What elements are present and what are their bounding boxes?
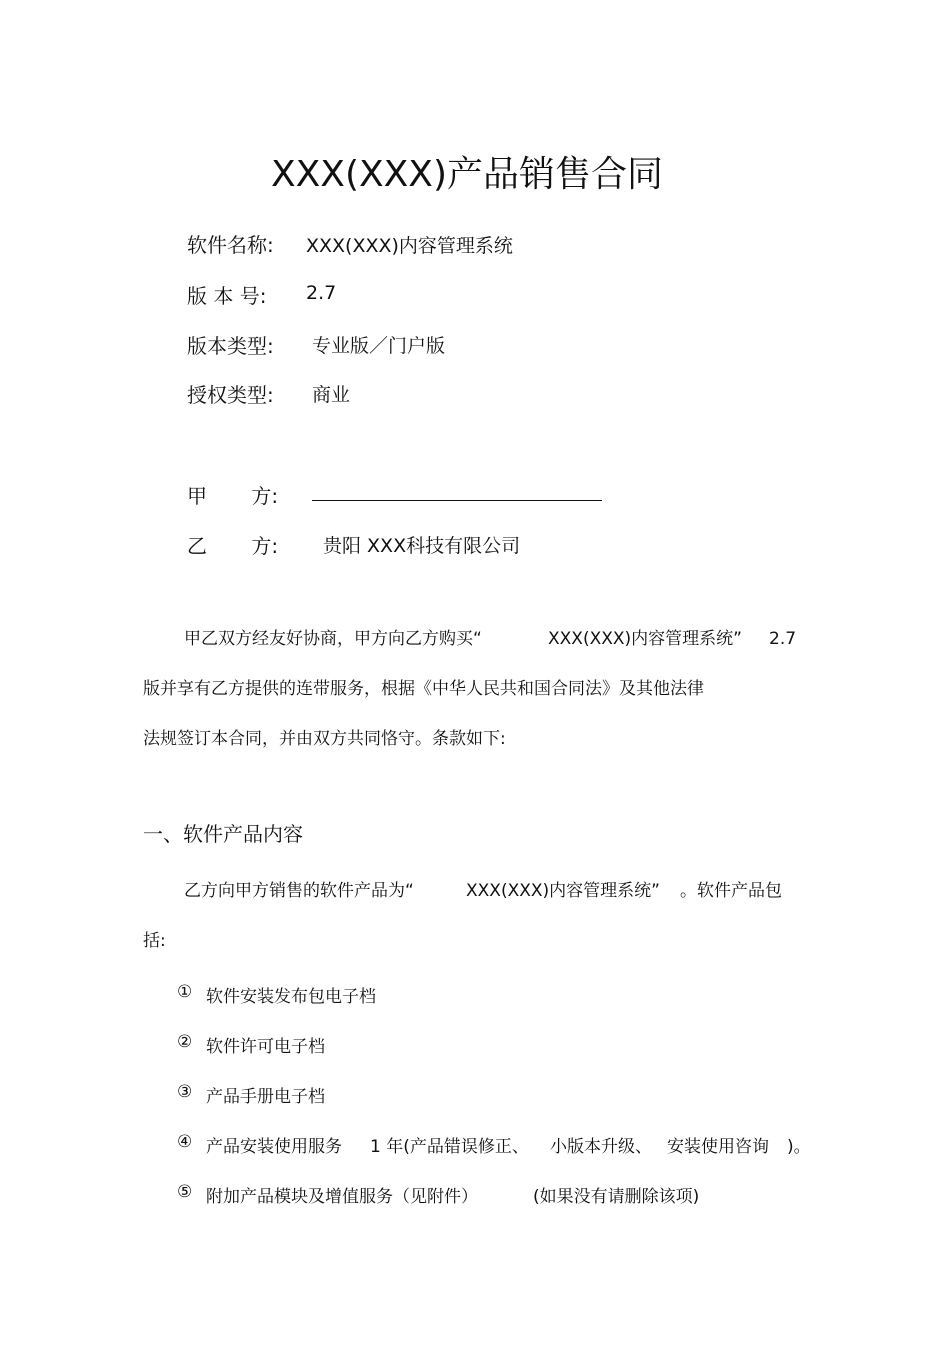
page-title: XXX(XXX)产品销售合同: [270, 154, 664, 195]
party-a-label: 甲 方:: [187, 484, 279, 508]
list-item-text: 附加产品模块及增值服务（见附件）: [206, 1187, 478, 1207]
list-item-text: 产品安装使用服务: [206, 1137, 342, 1157]
edition-label: 版本类型:: [187, 334, 274, 358]
list-item-number: ⑤: [177, 1182, 193, 1202]
list-item-text: 软件安装发布包电子档: [206, 987, 376, 1007]
list-item-number: ②: [177, 1032, 193, 1052]
intro-line2: 版并享有乙方提供的连带服务，根据《中华人民共和国合同法》及其他法律: [143, 679, 704, 699]
intro-line1-version: 2.7: [769, 629, 797, 649]
license-label: 授权类型:: [187, 383, 274, 407]
list-item-number: ③: [177, 1082, 193, 1102]
party-a-blank-line: [312, 500, 602, 501]
section-1-para-product: XXX(XXX)内容管理系统”: [466, 881, 660, 901]
section-1-heading: 一、软件产品内容: [143, 822, 303, 846]
list-item-number: ④: [177, 1132, 193, 1152]
intro-line1-product: XXX(XXX)内容管理系统”: [548, 629, 742, 649]
list-item-text-part: 1 年(产品错误修正、: [370, 1137, 529, 1157]
party-b-label: 乙 方:: [187, 534, 279, 558]
list-item-number: ①: [177, 982, 193, 1002]
list-item-text: 产品手册电子档: [206, 1087, 325, 1107]
party-b-value: 贵阳 XXX科技有限公司: [323, 535, 521, 557]
version-value: 2.7: [306, 282, 337, 304]
list-item-text-part: 小版本升级、: [550, 1137, 652, 1157]
software-name-label: 软件名称:: [187, 233, 274, 257]
list-item-text-part: (如果没有请删除该项): [533, 1187, 700, 1207]
software-name-value: XXX(XXX)内容管理系统: [306, 235, 513, 257]
section-1-para-end: 。软件产品包: [680, 881, 782, 901]
section-1-para-start: 乙方向甲方销售的软件产品为“: [184, 881, 414, 901]
intro-line3: 法规签订本合同，并由双方共同恪守。条款如下:: [143, 729, 506, 749]
list-item-text-part: )。: [787, 1137, 811, 1157]
license-value: 商业: [312, 384, 351, 406]
edition-value: 专业版／门户版: [312, 335, 446, 357]
version-label: 版 本 号:: [187, 284, 267, 308]
section-1-para-line2: 括:: [143, 931, 166, 951]
list-item-text-part: 安装使用咨询: [667, 1137, 769, 1157]
list-item-text: 软件许可电子档: [206, 1037, 325, 1057]
intro-line1-start: 甲乙双方经友好协商，甲方向乙方购买“: [184, 629, 482, 649]
